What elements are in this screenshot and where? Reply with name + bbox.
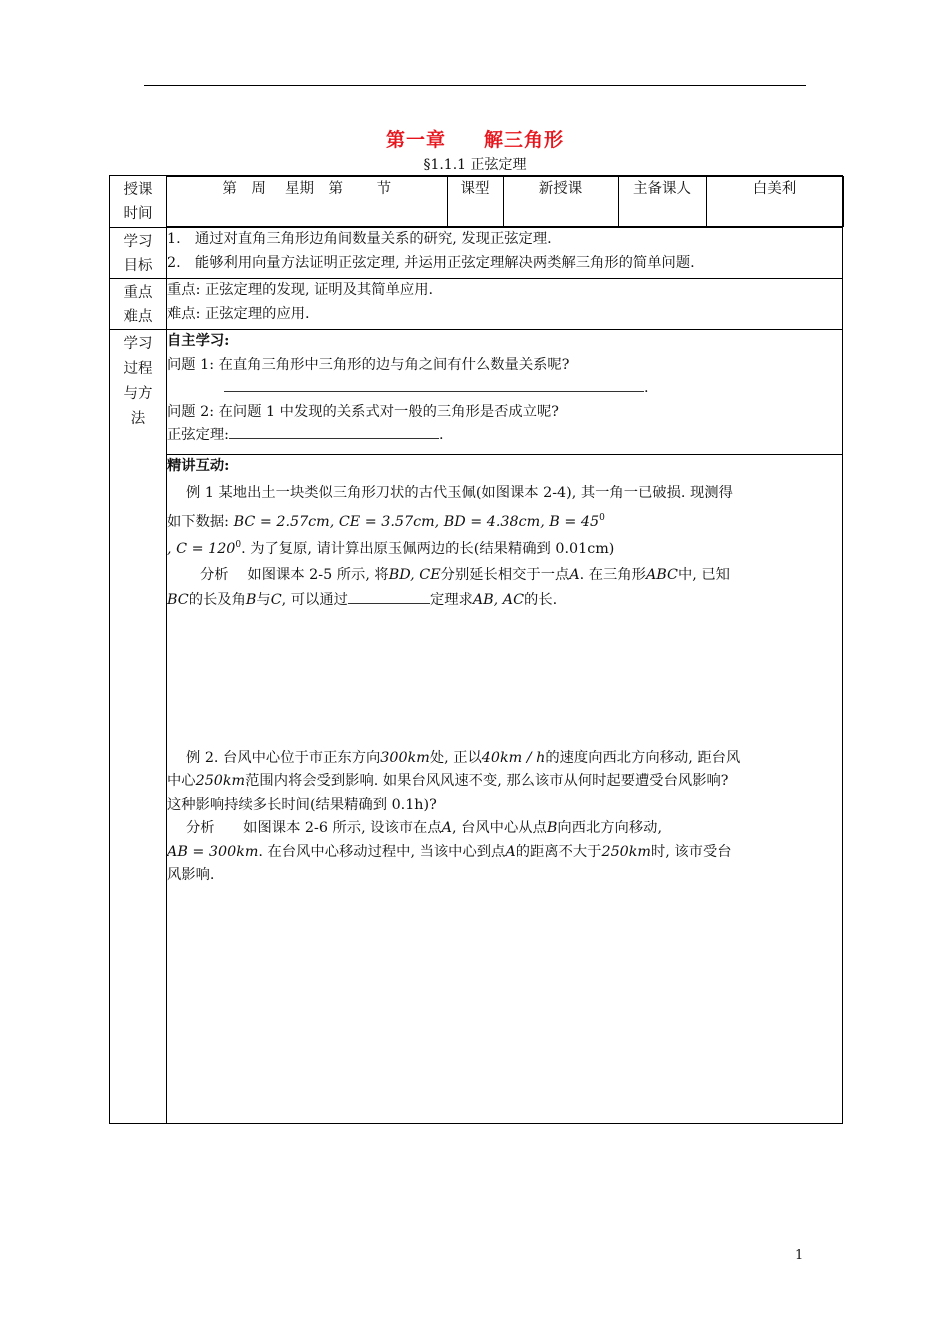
ex2-e: 范围内将会受到影响. 如果台风风速不变, 那么该市从何时起要遭受台风影响? <box>245 773 729 790</box>
answer-line-1 <box>167 377 842 401</box>
goals-content <box>167 228 843 279</box>
interactive-heading: 精讲互动: <box>167 458 230 474</box>
label-keypoints-1: 重点 <box>123 285 153 301</box>
ex2-an2-m3: 250km <box>601 843 651 860</box>
ex2-m3: 250km <box>195 773 246 790</box>
ex1-an-a: 分析 如图课本 2-5 所示, 将 <box>200 566 389 583</box>
example-2-analysis-1 <box>167 817 842 841</box>
answer-line-1-end: . <box>644 380 649 396</box>
ex1-an2-c: , 可以通过 <box>281 592 348 609</box>
ex1-an2-a: 的长及角 <box>188 592 246 609</box>
ex1-an2-e: 的长. <box>524 592 558 609</box>
ex2-an2-c: 时, 该市受台 <box>650 843 732 860</box>
ex2-m1: 300km <box>380 749 430 766</box>
example-2-line-3: 这种影响持续多长时间(结果精确到 0.1h)? <box>167 796 437 813</box>
sine-law-end: . <box>439 427 444 443</box>
label-goals-1: 学习 <box>123 234 153 250</box>
label-process-1: 学习 <box>123 336 153 352</box>
example-1-work-space <box>167 613 842 747</box>
label-time-1: 授课 <box>123 182 153 198</box>
row-keypoints <box>110 279 843 330</box>
answer-blank-1[interactable] <box>224 377 644 392</box>
goal-item-1: 1. 通过对直角三角形边角间数量关系的研究, 发现正弦定理. <box>167 231 552 247</box>
lesson-plan-table <box>109 175 843 1124</box>
label-process-4: 法 <box>130 411 146 427</box>
ex1-an-c: . 在三角形 <box>579 566 646 583</box>
example-1-line-1: 例 1 某地出土一块类似三角形刀状的古代玉佩(如图课本 2-4), 其一角一已破损. 现测得 <box>186 484 733 501</box>
label-process-3: 与方 <box>123 386 153 402</box>
row-goals <box>110 228 843 279</box>
ex1-task: . 为了复原, 请计算出原玉佩两边的长(结果精确到 0.01cm) <box>241 541 615 558</box>
ex1-an2-m1: BC <box>167 592 189 609</box>
self-study-heading: 自主学习: <box>167 333 230 349</box>
header-rule <box>144 85 806 86</box>
ex1-an2-b: 与 <box>256 592 271 609</box>
chapter-number: 第一章 <box>385 129 446 151</box>
interactive-content <box>167 455 843 1124</box>
ex2-an-m2: B <box>546 820 558 837</box>
sine-law-blank[interactable] <box>229 424 439 439</box>
ex2-an2-b: 的距离不大于 <box>515 843 602 860</box>
ex2-c: 的速度向西北方向移动, 距台风 <box>545 749 741 766</box>
lesson-type-label: 课型 <box>447 177 503 227</box>
label-goals-2: 目标 <box>123 258 153 274</box>
ex1-an-b: 分别延长相交于一点 <box>440 566 570 583</box>
ex1-an-m2: A <box>569 566 580 583</box>
ex1-degree-2: 0 <box>235 540 242 551</box>
ex1-an-d: 中, 已知 <box>677 566 730 583</box>
question-2: 问题 2: 在问题 1 中发现的关系式对一般的三角形是否成立呢? <box>167 403 559 420</box>
ex1-angle-c: , C = 120 <box>167 541 236 558</box>
ex1-an-m1: BD, CE <box>388 566 441 583</box>
example-2-line-2 <box>167 770 842 794</box>
sine-law-prompt: 正弦定理: <box>167 427 230 443</box>
goal-item-2: 2. 能够利用向量方法证明正弦定理, 并运用正弦定理解决两类解三角形的简单问题. <box>167 254 695 271</box>
label-process <box>110 330 167 1124</box>
row-time <box>110 176 843 228</box>
example-2-analysis-3: 风影响. <box>167 867 215 884</box>
chapter-title <box>0 125 950 152</box>
ex1-data-values: BC = 2.57cm, CE = 3.57cm, BD = 4.38cm, B = 45 <box>233 513 600 530</box>
label-goals <box>110 228 167 279</box>
label-time-2: 时间 <box>123 206 153 222</box>
label-process-2: 过程 <box>123 361 153 377</box>
ex2-a: 例 2. 台风中心位于市正东方向 <box>186 749 381 766</box>
ex2-an2-a: . 在台风中心移动过程中, 当该中心到点 <box>258 843 506 860</box>
sine-law-line <box>167 424 842 448</box>
focus-text: 重点: 正弦定理的发现, 证明及其简单应用. <box>167 282 434 298</box>
chapter-name: 解三角形 <box>484 129 565 151</box>
ex2-an-a: 分析 如图课本 2-6 所示, 设该市在点 <box>186 820 442 837</box>
ex1-an2-m4: AB, AC <box>472 592 525 609</box>
lesson-type-value: 新授课 <box>503 177 618 227</box>
example-1-analysis-2 <box>167 589 842 613</box>
self-study-content <box>167 330 843 455</box>
page-number: 1 <box>795 1248 804 1263</box>
ex2-an-m1: A <box>441 820 452 837</box>
ex2-d: 中心 <box>167 773 196 790</box>
question-1: 问题 1: 在直角三角形中三角形的边与角之间有什么数量关系呢? <box>167 356 570 373</box>
preparer-label: 主备课人 <box>618 177 706 227</box>
keypoints-content <box>167 279 843 330</box>
theorem-blank[interactable] <box>348 589 430 604</box>
example-2-analysis-2 <box>167 841 842 865</box>
example-1-analysis-1 <box>167 564 842 588</box>
label-keypoints <box>110 279 167 330</box>
ex2-an2-m1: AB = 300km <box>167 843 259 860</box>
row-interactive <box>110 455 843 1124</box>
row-time-content <box>167 176 843 228</box>
time-slots: 第 周 星期 第 节 <box>167 177 447 227</box>
example-2-line-1 <box>167 747 842 771</box>
ex2-an-b: , 台风中心从点 <box>451 820 547 837</box>
row-self-study <box>110 330 843 455</box>
ex1-an-m3: ABC <box>645 566 678 583</box>
ex2-b: 处, 正以 <box>429 749 482 766</box>
section-subtitle: §1.1.1 正弦定理 <box>423 157 527 173</box>
label-time <box>110 176 167 228</box>
ex1-an2-m3: C <box>270 592 282 609</box>
example-1-line-3 <box>167 534 842 561</box>
ex2-m2: 40km / h <box>481 749 546 766</box>
ex2-an2-m2: A <box>505 843 516 860</box>
ex2-an-c: 向西北方向移动, <box>557 820 662 837</box>
ex1-an2-m2: B <box>245 592 257 609</box>
difficulty-text: 难点: 正弦定理的应用. <box>167 305 310 322</box>
preparer-value: 白美利 <box>706 177 843 227</box>
label-keypoints-2: 难点 <box>123 309 153 325</box>
ex1-degree-1: 0 <box>599 513 605 523</box>
example-1-line-2 <box>167 507 842 534</box>
ex1-an2-d: 定理求 <box>429 592 473 609</box>
ex1-data-prefix: 如下数据: <box>167 513 230 530</box>
